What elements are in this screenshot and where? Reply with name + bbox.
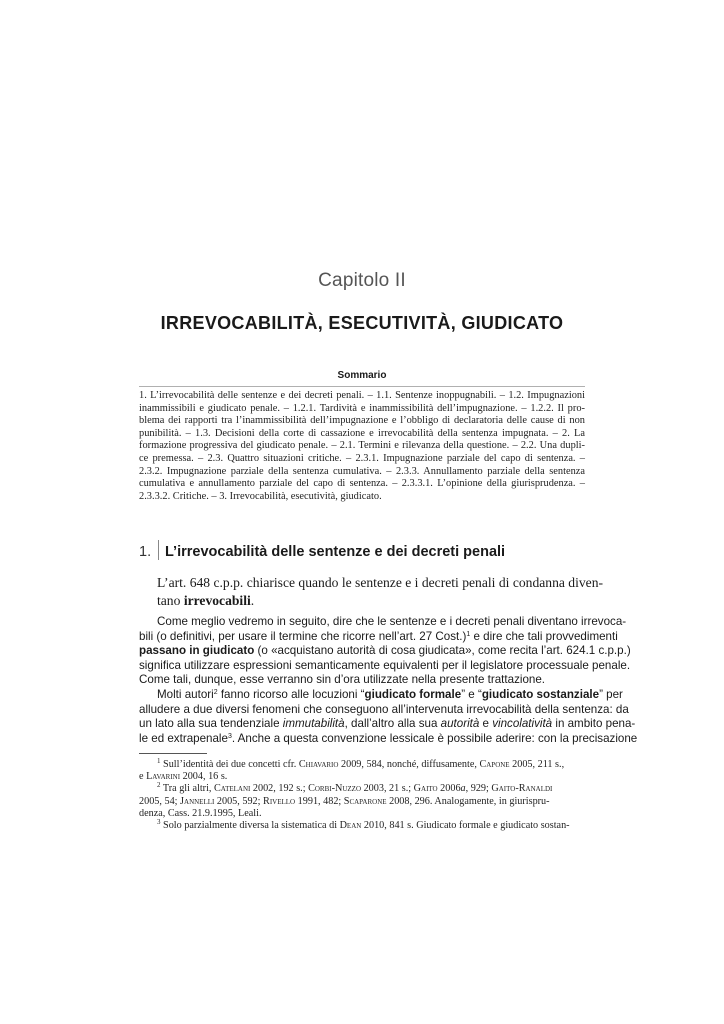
text-run: . Anche a questa convenzione lessicale è possibile aderire: con la precisazione bbox=[231, 731, 638, 745]
text-run: 2004, 16 s. bbox=[180, 771, 228, 783]
author-name: Jannelli bbox=[180, 795, 215, 807]
text-run: (o «acquistano autorità di cosa giudicata», come recita l’art. 624.1 c.p.p.) bbox=[254, 644, 631, 658]
text-run: e dire che tali provvedimenti bbox=[470, 629, 618, 643]
text-run: 2006 bbox=[437, 783, 461, 795]
summary-heading: Sommario bbox=[337, 370, 387, 381]
chapter-title: IRREVOCABILITÀ, ESECUTIVITÀ, GIUDICATO bbox=[160, 313, 564, 333]
footnote-line bbox=[139, 759, 585, 771]
text-run: e bbox=[479, 717, 493, 731]
body-line bbox=[139, 629, 618, 645]
footnote-number: 2 bbox=[157, 781, 161, 790]
summary-line: 2.3.3.2. Critiche. – 3. Irrevocabilità, esecutività, giudicato. bbox=[139, 490, 382, 502]
text-run: Solo parzialmente diversa la sistematica di bbox=[160, 820, 340, 832]
footnote-line bbox=[139, 796, 585, 808]
author-name: Chiavario bbox=[298, 759, 339, 770]
text-run: Molti autori bbox=[157, 687, 214, 701]
text-run: ” per bbox=[599, 687, 623, 701]
text-run: tano bbox=[157, 592, 184, 608]
author-name: Scaparone bbox=[343, 795, 387, 807]
text-run: le ed extrapenale bbox=[139, 731, 228, 745]
bold-term: giudicato sostanziale bbox=[481, 687, 600, 701]
lead-paragraph bbox=[157, 574, 604, 609]
body-line: Come tali, dunque, esse verranno sin d’ora utilizzate nella presente trattazione. bbox=[139, 673, 546, 687]
footnote-number: 3 bbox=[157, 818, 161, 827]
footnote-line bbox=[139, 820, 585, 832]
body-line bbox=[139, 717, 636, 732]
section-number: 1. bbox=[139, 544, 152, 560]
italic-term: vincolatività bbox=[492, 717, 553, 731]
text-run: 2005, 54; bbox=[139, 795, 181, 807]
author-name: Rivello bbox=[263, 795, 296, 807]
author-name: Capone bbox=[479, 759, 510, 770]
text-run: 2003, 21 s.; bbox=[361, 783, 414, 795]
text-run: in ambito pena- bbox=[552, 717, 636, 731]
footnote-ref[interactable]: 2 bbox=[213, 688, 218, 696]
text-run: Tra gli altri, bbox=[160, 783, 214, 795]
footnote-line bbox=[139, 783, 585, 795]
bold-term: passano in giudicato bbox=[139, 644, 255, 658]
text-run: , dall’altro alla sua bbox=[344, 717, 441, 731]
summary-line: formazione progressiva del giudicato penale. – 2.1. Termini e rilevanza della questione. – 2.2. Una dupli- bbox=[139, 440, 585, 452]
summary-line: punibilità. – 1.3. Decisioni della corte di cassazione e irrevocabilità della sentenza impugnata. – 2. La bbox=[139, 427, 585, 439]
summary-line: 2.3.2. Impugnazione parziale della sentenza cumulativa. – 2.3.3. Annullamento parziale della sentenza bbox=[139, 465, 585, 477]
summary-line: ce premessa. – 2.3. Quattro situazioni critiche. – 2.3.1. Impugnazione parziale del capo di sentenza. – bbox=[139, 452, 585, 464]
author-name: Dean bbox=[339, 820, 362, 832]
section-divider bbox=[158, 540, 159, 560]
author-name: Corbi-Nuzzo bbox=[308, 783, 362, 795]
summary-line: cumulativa e annullamento parziale del capo di sentenza. – 2.3.3.1. L’opinione della giurisprudenza. – bbox=[139, 478, 585, 490]
text-run: 2010, 841 s. Giudicato formale e giudicato sostan- bbox=[361, 820, 570, 832]
text-run: 2002, 192 s.; bbox=[250, 783, 309, 795]
author-name: Gaito-Ranaldi bbox=[491, 783, 553, 795]
body-line bbox=[139, 644, 631, 659]
footnote-line bbox=[139, 771, 585, 783]
footnote-ref[interactable]: 1 bbox=[466, 630, 471, 638]
summary-line: blema dei rapporti tra l’inammissibilità dell’impugnazione e l’obbligo di declaratoria delle cause di non bbox=[139, 415, 585, 427]
text-run: bili (o definitivi, per usare il termine che ricorre nell’art. 27 Cost.) bbox=[139, 629, 467, 643]
text-run: 2005, 211 s., bbox=[509, 759, 565, 770]
summary-line: 1. L’irrevocabilità delle sentenze e dei decreti penali. – 1.1. Sentenze inoppugnabili. – 1.2. Impugnazioni bbox=[139, 390, 585, 401]
footnote-ref[interactable]: 3 bbox=[227, 732, 232, 740]
italic-term: immutabilità bbox=[282, 717, 345, 731]
bold-term: giudicato formale bbox=[364, 687, 462, 701]
summary-body bbox=[139, 390, 585, 503]
italic-term: autorità bbox=[440, 717, 480, 731]
author-name: Gaito bbox=[413, 783, 438, 795]
text-run: Sull’identità dei due concetti cfr. bbox=[160, 759, 299, 770]
text-run: 2005, 592; bbox=[214, 795, 264, 807]
text-run: fanno ricorso alle locuzioni “ bbox=[217, 687, 365, 701]
lead-line bbox=[157, 592, 585, 610]
author-name: Lavarini bbox=[146, 771, 181, 783]
italic-term: a bbox=[460, 783, 466, 795]
body-line: alludere a due diversi fenomeni che conseguono all’intervenuta irrevocabilità della sentenza: da bbox=[139, 702, 629, 716]
body-line bbox=[139, 731, 638, 747]
lead-line: L’art. 648 c.p.p. chiarisce quando le sentenze e i decreti penali di condanna diven- bbox=[157, 575, 604, 590]
text-run: , 929; bbox=[465, 783, 492, 795]
body-line bbox=[139, 687, 623, 703]
body-line: significa utilizzare espressioni semanticamente equivalenti per il legislatore processuale penale. bbox=[139, 658, 631, 672]
text-run: un lato alla sua tendenziale bbox=[139, 717, 283, 731]
summary-divider bbox=[139, 386, 585, 387]
author-name: Catelani bbox=[214, 783, 251, 795]
body-line: Come meglio vedremo in seguito, dire che le sentenze e i decreti penali diventano irrevoca- bbox=[157, 615, 627, 628]
section-heading bbox=[139, 540, 505, 562]
footnotes bbox=[139, 759, 585, 832]
bold-term: irrevocabili bbox=[183, 592, 251, 608]
footnote-number: 1 bbox=[157, 757, 161, 765]
chapter-label: Capitolo II bbox=[318, 270, 406, 291]
section-title: L’irrevocabilità delle sentenze e dei decreti penali bbox=[165, 544, 506, 560]
text-run: 1991, 482; bbox=[295, 795, 344, 807]
text-run: . bbox=[250, 592, 255, 608]
footnote-line: denza, Cass. 21.9.1995, Leali. bbox=[139, 807, 262, 819]
summary-line: inammissibili e giudicato penale. – 1.2.1. Tardività e inammissibilità dell’impugnazione. – 1.2.2. Il pro- bbox=[139, 402, 585, 414]
text-run: e bbox=[139, 771, 147, 783]
footnote-divider bbox=[139, 753, 207, 754]
text-run: 2009, 584, nonché, diffusamente, bbox=[338, 759, 480, 770]
text-run: 2008, 296. Analogamente, in giurispru- bbox=[386, 795, 550, 807]
text-run: ” e “ bbox=[461, 687, 482, 701]
body-text bbox=[139, 615, 638, 746]
